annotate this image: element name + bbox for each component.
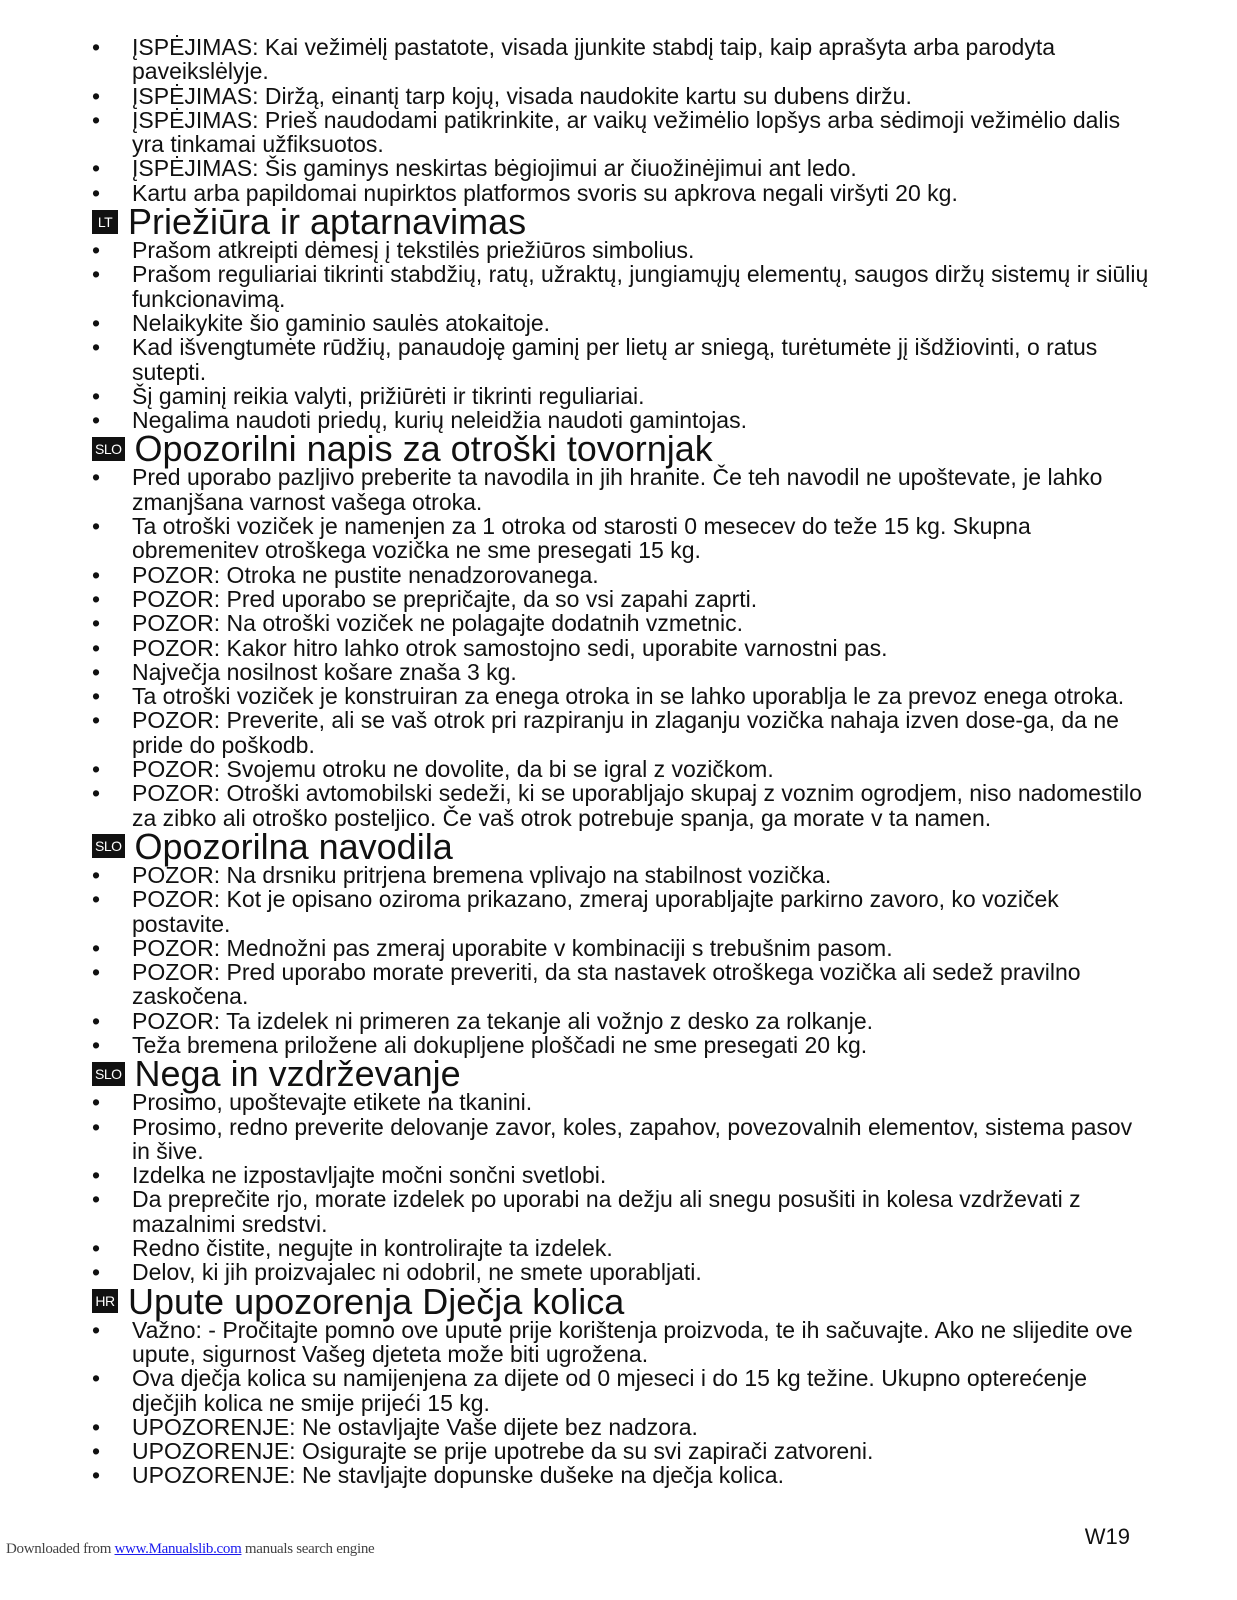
list-item bbox=[92, 1187, 1152, 1236]
section-title: Priežiūra ir aptarnavimas bbox=[128, 201, 527, 243]
bullet-icon: • bbox=[92, 237, 101, 264]
bullet-icon: • bbox=[92, 1162, 101, 1189]
list-item-text: Izdelka ne izpostavljajte močni sončni svetlobi. bbox=[132, 1162, 607, 1189]
list-item-text: Teža bremena priložene ali dokupljene ploščadi ne sme presegati 20 kg. bbox=[132, 1031, 868, 1058]
bullet-icon: • bbox=[92, 1186, 101, 1213]
list-item-text: Da preprečite rjo, morate izdelek po uporabi na dežju ali snegu posušiti in kolesa vzdrževati z mazalnimi sredstvi. bbox=[132, 1186, 1081, 1237]
list-item bbox=[92, 84, 1152, 108]
section-title: Nega in vzdrževanje bbox=[134, 1053, 461, 1095]
list-item bbox=[92, 611, 1152, 635]
list-item-text: UPOZORENJE: Osigurajte se prije upotrebe da su svi zapirači zatvoreni. bbox=[132, 1438, 874, 1465]
bullet-icon: • bbox=[92, 585, 101, 612]
list-item-text: Šį gaminį reikia valyti, prižiūrėti ir tikrinti reguliariai. bbox=[132, 382, 645, 409]
bullet-icon: • bbox=[92, 886, 101, 913]
bullet-icon: • bbox=[92, 1259, 101, 1286]
bullet-icon: • bbox=[92, 179, 101, 206]
bullet-icon: • bbox=[92, 610, 101, 637]
language-badge: SLO bbox=[92, 834, 125, 858]
bullet-icon: • bbox=[92, 1316, 101, 1343]
bullet-icon: • bbox=[92, 780, 101, 807]
list-item bbox=[92, 1366, 1152, 1415]
list-item-text: ĮSPĖJIMAS: Šis gaminys neskirtas bėgiojimui ar čiuožinėjimui ant ledo. bbox=[132, 155, 857, 182]
section-heading bbox=[92, 1280, 1152, 1322]
section-heading bbox=[92, 1053, 1152, 1095]
bullet-icon: • bbox=[92, 382, 101, 409]
list-item-text: Delov, ki jih proizvajalec ni odobril, ne smete uporabljati. bbox=[132, 1259, 702, 1286]
list-item-text: Kad išvengtumėte rūdžių, panaudoję gaminį per lietų ar sniegą, turėtumėte jį išdžiovinti, o ratus sutepti. bbox=[132, 334, 1098, 385]
footer-prefix: Downloaded from bbox=[6, 1541, 115, 1557]
list-item bbox=[92, 1415, 1152, 1439]
list-item bbox=[92, 1163, 1152, 1187]
bullet-icon: • bbox=[92, 1007, 101, 1034]
list-item bbox=[92, 1463, 1152, 1487]
download-footer bbox=[6, 1541, 374, 1558]
bullet-icon: • bbox=[92, 934, 101, 961]
list-item bbox=[92, 563, 1152, 587]
bullet-icon: • bbox=[92, 959, 101, 986]
list-item bbox=[92, 684, 1152, 708]
list-item bbox=[92, 936, 1152, 960]
list-item bbox=[92, 181, 1152, 205]
list-item bbox=[92, 514, 1152, 563]
section-heading bbox=[92, 825, 1152, 867]
bullet-icon: • bbox=[92, 756, 101, 783]
list-item bbox=[92, 384, 1152, 408]
list-item-text: POZOR: Otroka ne pustite nenadzorovanega. bbox=[132, 561, 599, 588]
list-item bbox=[92, 1439, 1152, 1463]
list-item-text: POZOR: Na drsniku pritrjena bremena vplivajo na stabilnost vozička. bbox=[132, 861, 832, 888]
bullet-icon: • bbox=[92, 1438, 101, 1465]
bullet-icon: • bbox=[92, 1413, 101, 1440]
list-item bbox=[92, 156, 1152, 180]
list-item bbox=[92, 35, 1152, 84]
list-item-text: Prosimo, redno preverite delovanje zavor, koles, zapahov, povezovalnih elementov, sistema pasov in šive. bbox=[132, 1113, 1133, 1164]
list-item bbox=[92, 660, 1152, 684]
list-item-text: Nelaikykite šio gaminio saulės atokaitoje. bbox=[132, 309, 551, 336]
bullet-icon: • bbox=[92, 464, 101, 491]
list-item bbox=[92, 1033, 1152, 1057]
list-item-text: Prosimo, upoštevajte etikete na tkanini. bbox=[132, 1089, 533, 1116]
bullet-icon: • bbox=[92, 334, 101, 361]
list-item-text: POZOR: Svojemu otroku ne dovolite, da bi se igral z vozičkom. bbox=[132, 756, 774, 783]
bullet-icon: • bbox=[92, 1089, 101, 1116]
list-item-text: Ta otroški voziček je namenjen za 1 otroka od starosti 0 mesecev do teže 15 kg. Skupna obremenitev otroškega vozička ne sme presegati 15 kg. bbox=[132, 513, 1031, 564]
bullet-icon: • bbox=[92, 82, 101, 109]
language-badge: HR bbox=[92, 1289, 118, 1313]
bullet-icon: • bbox=[92, 1462, 101, 1489]
list-item-text: Važno: - Pročitajte pomno ove upute prije korištenja proizvoda, te ih sačuvajte. Ako ne slijedite ove upute, sigurnost Vašeg djeteta može biti ugrožena. bbox=[132, 1316, 1133, 1367]
list-item-text: ĮSPĖJIMAS: Kai vežimėlį pastatote, visada įjunkite stabdį taip, kaip aprašyta arba parodyta paveikslėlyje. bbox=[132, 34, 1056, 85]
list-item-text: Pred uporabo pazljivo preberite ta navodila in jih hranite. Če teh navodil ne upoštevate, je lahko zmanjšana varnost vašega otroka. bbox=[132, 464, 1103, 515]
list-item-text: POZOR: Preverite, ali se vaš otrok pri razpiranju in zlaganju vozička nahaja izven dose-ga, da ne pride do poškodb. bbox=[132, 707, 1119, 758]
manualslib-link[interactable]: www.Manualslib.com bbox=[114, 1541, 242, 1557]
bullet-icon: • bbox=[92, 658, 101, 685]
list-item-text: Ova dječja kolica su namijenjena za dijete od 0 mjeseci i do 15 kg težine. Ukupno opterećenje dječjih kolica ne smije prijeći 15 kg. bbox=[132, 1365, 1088, 1416]
bullet-icon: • bbox=[92, 1365, 101, 1392]
list-item bbox=[92, 1236, 1152, 1260]
bullet-icon: • bbox=[92, 34, 101, 60]
list-item-text: ĮSPĖJIMAS: Diržą, einantį tarp kojų, visada naudokite kartu su dubens diržu. bbox=[132, 82, 912, 109]
section-title: Opozorilni napis za otroški tovornjak bbox=[134, 428, 713, 470]
bullet-icon: • bbox=[92, 309, 101, 336]
list-item bbox=[92, 108, 1152, 157]
list-item bbox=[92, 1260, 1152, 1284]
list-item-text: ĮSPĖJIMAS: Prieš naudodami patikrinkite, ar vaikų vežimėlio lopšys arba sėdimoji vežimėlio dalis yra tinkamai užfiksuotos. bbox=[132, 106, 1121, 158]
section-title: Upute upozorenja Dječja kolica bbox=[128, 1280, 625, 1322]
language-badge: SLO bbox=[92, 1062, 125, 1086]
list-item bbox=[92, 708, 1152, 757]
list-item bbox=[92, 262, 1152, 311]
list-item bbox=[92, 587, 1152, 611]
list-item-text: POZOR: Otroški avtomobilski sedeži, ki se uporabljajo skupaj z voznim ogrodjem, niso nadomestilo za zibko ali otroško posteljico. Če vaš otrok potrebuje spanja, ga morate v ta namen. bbox=[132, 780, 1142, 831]
list-item-text: POZOR: Kot je opisano oziroma prikazano, zmeraj uporabljajte parkirno zavoro, ko voziček postavite. bbox=[132, 886, 1059, 937]
list-item-text: POZOR: Pred uporabo se prepričajte, da so vsi zapahi zaprti. bbox=[132, 585, 758, 612]
language-badge: SLO bbox=[92, 437, 125, 461]
list-item bbox=[92, 408, 1152, 432]
list-item-text: POZOR: Ta izdelek ni primeren za tekanje ali vožnjo z desko za rolkanje. bbox=[132, 1007, 874, 1034]
list-item bbox=[92, 960, 1152, 1009]
list-item bbox=[92, 311, 1152, 335]
footer-suffix: manuals search engine bbox=[241, 1541, 375, 1557]
list-item-text: POZOR: Mednožni pas zmeraj uporabite v kombinaciji s trebušnim pasom. bbox=[132, 934, 893, 961]
bullet-icon: • bbox=[92, 1113, 101, 1140]
bullet-icon: • bbox=[92, 155, 101, 182]
list-item-text: UPOZORENJE: Ne ostavljajte Vaše dijete bez nadzora. bbox=[132, 1413, 698, 1440]
list-item bbox=[92, 1318, 1152, 1367]
list-item bbox=[92, 1090, 1152, 1114]
bullet-icon: • bbox=[92, 1235, 101, 1262]
bullet-icon: • bbox=[92, 513, 101, 540]
list-item bbox=[92, 465, 1152, 514]
bullet-icon: • bbox=[92, 634, 101, 661]
list-item-text: Negalima naudoti priedų, kurių neleidžia naudoti gamintojas. bbox=[132, 407, 747, 434]
language-badge: LT bbox=[92, 210, 118, 234]
bullet-icon: • bbox=[92, 1031, 101, 1058]
section-heading bbox=[92, 201, 1152, 243]
list-item-text: Največja nosilnost košare znaša 3 kg. bbox=[132, 658, 517, 685]
list-item bbox=[92, 636, 1152, 660]
manual-content bbox=[92, 35, 1152, 1488]
bullet-icon: • bbox=[92, 861, 101, 888]
list-item-text: UPOZORENJE: Ne stavljajte dopunske dušeke na dječja kolica. bbox=[132, 1462, 784, 1489]
list-item-text: Prašom atkreipti dėmesį į tekstilės priežiūros simbolius. bbox=[132, 237, 695, 264]
bullet-icon: • bbox=[92, 707, 101, 734]
bullet-icon: • bbox=[92, 106, 101, 133]
list-item bbox=[92, 1009, 1152, 1033]
list-item bbox=[92, 757, 1152, 781]
bullet-icon: • bbox=[92, 261, 101, 288]
bullet-icon: • bbox=[92, 407, 101, 434]
bullet-icon: • bbox=[92, 561, 101, 588]
list-item bbox=[92, 887, 1152, 936]
list-item-text: POZOR: Pred uporabo morate preveriti, da sta nastavek otroškega vozička ali sedež pravilno zaskočena. bbox=[132, 959, 1081, 1010]
list-item bbox=[92, 1115, 1152, 1164]
list-item bbox=[92, 863, 1152, 887]
list-item-text: POZOR: Kakor hitro lahko otrok samostojno sedi, uporabite varnostni pas. bbox=[132, 634, 888, 661]
list-item-text: Redno čistite, negujte in kontrolirajte ta izdelek. bbox=[132, 1235, 613, 1262]
page-number: W19 bbox=[1084, 1524, 1130, 1549]
list-item-text: POZOR: Na otroški voziček ne polagajte dodatnih vzmetnic. bbox=[132, 610, 744, 637]
list-item bbox=[92, 335, 1152, 384]
section-heading bbox=[92, 428, 1152, 470]
list-item bbox=[92, 238, 1152, 262]
list-item-text: Ta otroški voziček je konstruiran za enega otroka in se lahko uporablja le za prevoz enega otroka. bbox=[132, 683, 1125, 710]
list-item-text: Prašom reguliariai tikrinti stabdžių, ratų, užraktų, jungiamųjų elementų, saugos diržų sistemų ir siūlių funkcionavimą. bbox=[132, 261, 1149, 312]
section-title: Opozorilna navodila bbox=[134, 825, 453, 867]
list-item bbox=[92, 781, 1152, 830]
list-item-text: Kartu arba papildomai nupirktos platformos svoris su apkrova negali viršyti 20 kg. bbox=[132, 179, 958, 206]
bullet-icon: • bbox=[92, 683, 101, 710]
